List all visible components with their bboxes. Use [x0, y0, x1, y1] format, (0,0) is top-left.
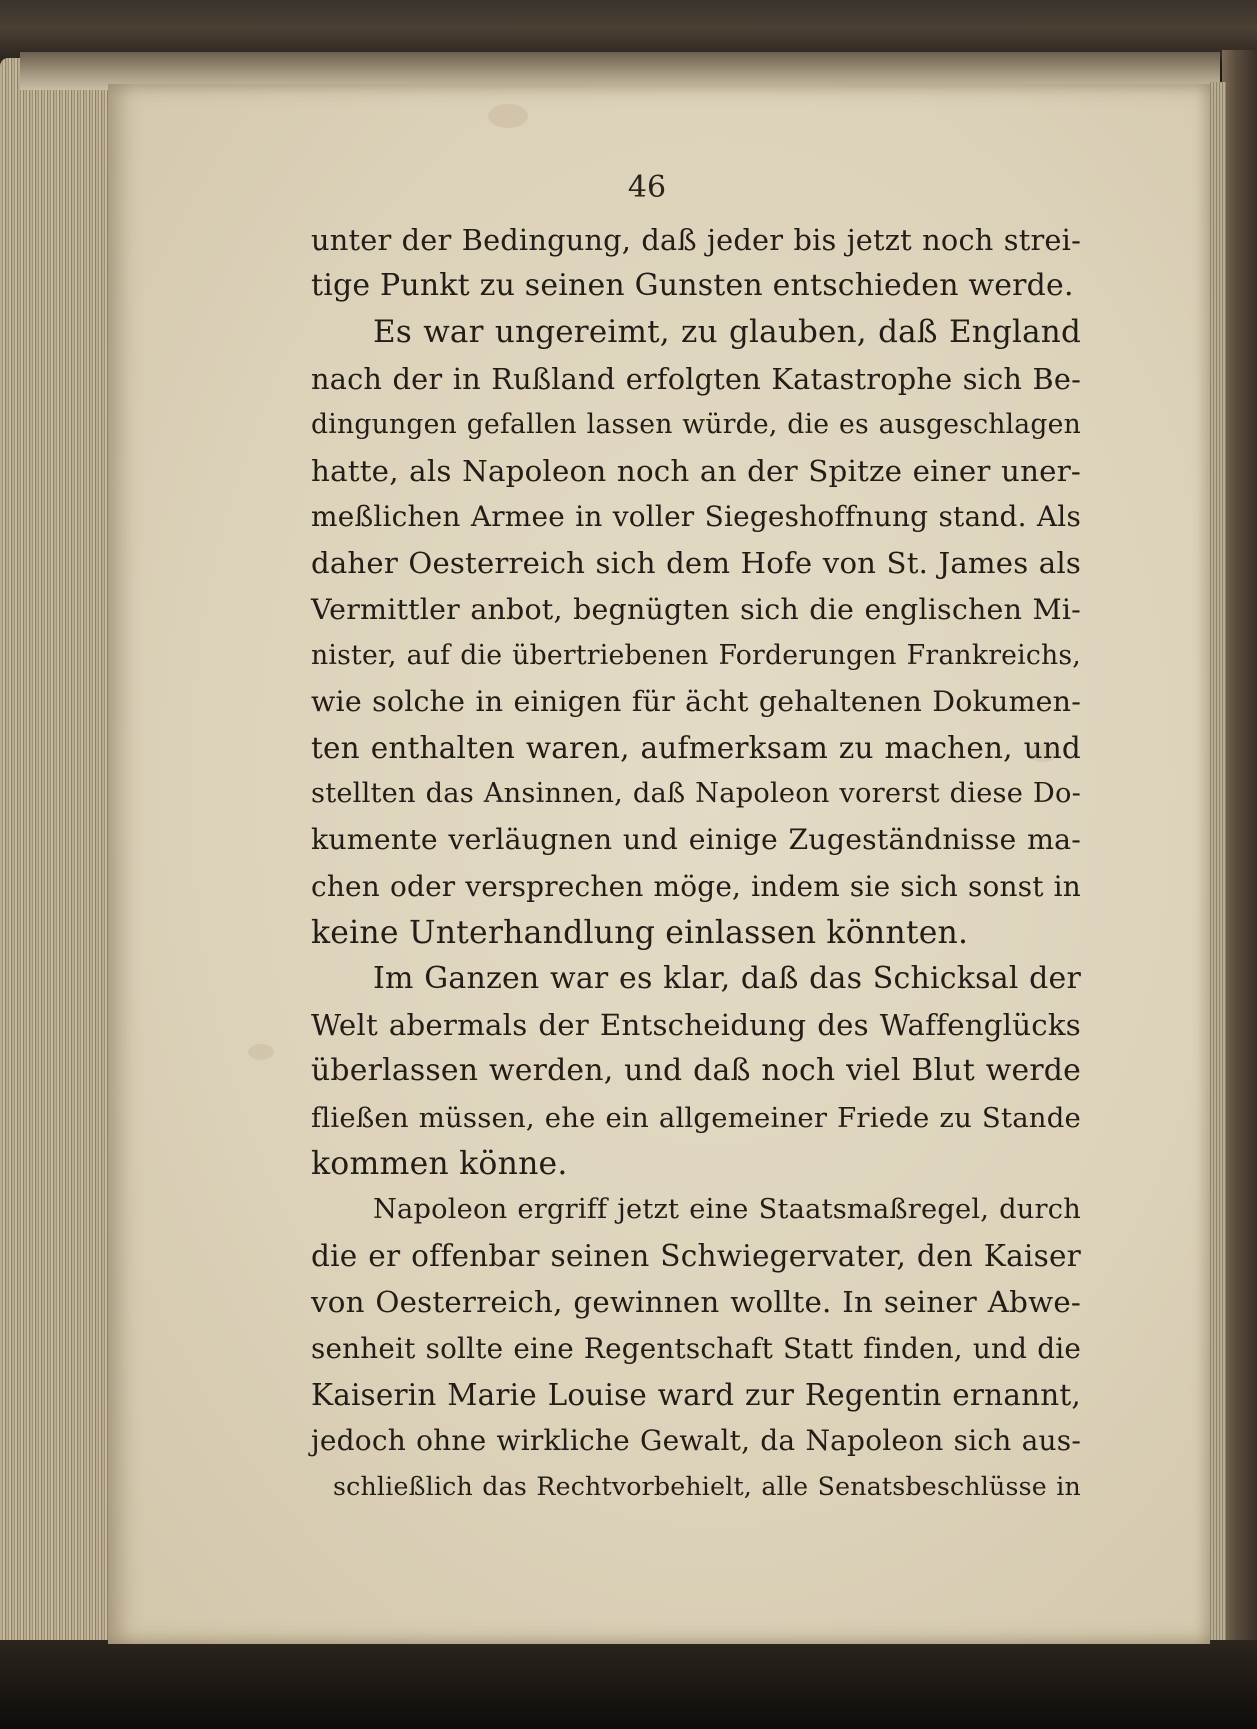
paper-stain [248, 1044, 274, 1060]
page-number: 46 [627, 170, 667, 205]
text-line: kommen könne. [311, 1145, 568, 1182]
text-line: daher Oesterreich sich dem Hofe von St. James als [311, 546, 1081, 581]
text-line: Napoleon ergriff jetzt eine Staatsmaßregel, durch [373, 1193, 1081, 1225]
page-text [311, 217, 1081, 1510]
text-line: hatte, als Napoleon noch an der Spitze einer uner- [311, 453, 1081, 488]
paper-stain [488, 104, 528, 128]
text-line: meßlichen Armee in voller Siegeshoffnung stand. Als [311, 500, 1081, 534]
text-line: Kaiserin Marie Louise ward zur Regentin ernannt, [311, 1377, 1081, 1412]
text-line: stellten das Ansinnen, daß Napoleon vorerst diese Do- [311, 778, 1081, 810]
text-line: schließlich das Rechtvorbehielt, alle Senatsbeschlüsse in [333, 1472, 1081, 1502]
text-line: tige Punkt zu seinen Gunsten entschieden werde. [311, 268, 1074, 304]
text-line: ten enthalten waren, aufmerksam zu machen, und [311, 731, 1081, 766]
text-line: dingungen gefallen lassen würde, die es ausgeschlagen [311, 408, 1081, 440]
text-line: die er offenbar seinen Schwiegervater, den Kaiser [311, 1239, 1081, 1274]
text-line: Vermittler anbot, begnügten sich die englischen Mi- [311, 592, 1081, 626]
text-line: von Oesterreich, gewinnen wollte. In seiner Abwe- [311, 1285, 1081, 1320]
text-line: keine Unterhandlung einlassen könnten. [311, 914, 969, 951]
book-cover-right [1222, 50, 1257, 1650]
text-line: senheit sollte eine Regentschaft Statt finden, und die [311, 1331, 1081, 1365]
text-line: überlassen werden, und daß noch viel Blut werde [311, 1053, 1081, 1089]
text-line: nach der in Rußland erfolgten Katastrophe sich Be- [311, 361, 1081, 396]
text-line: chen oder versprechen möge, indem sie sich sonst in [311, 869, 1081, 903]
text-line: wie solche in einigen für ächt gehaltenen Dokumen- [311, 684, 1081, 718]
text-line: kumente verläugnen und einige Zugeständnisse ma- [311, 823, 1081, 857]
book-cover-bottom [0, 1640, 1257, 1729]
text-line: jedoch ohne wirkliche Gewalt, da Napoleon sich aus- [311, 1423, 1081, 1457]
text-line: Im Ganzen war es klar, daß das Schicksal der [373, 961, 1081, 996]
text-line: Welt abermals der Entscheidung des Waffenglücks [311, 1008, 1081, 1043]
text-line: nister, auf die übertriebenen Forderungen Frankreichs, [311, 639, 1081, 671]
page-edges-left [0, 58, 115, 1648]
text-line: unter der Bedingung, daß jeder bis jetzt noch strei- [311, 223, 1081, 257]
text-line: Es war ungereimt, zu glauben, daß England [373, 314, 1081, 351]
text-line: fließen müssen, ehe ein allgemeiner Friede zu Stande [311, 1101, 1081, 1134]
page-edges-right [1208, 82, 1226, 1642]
